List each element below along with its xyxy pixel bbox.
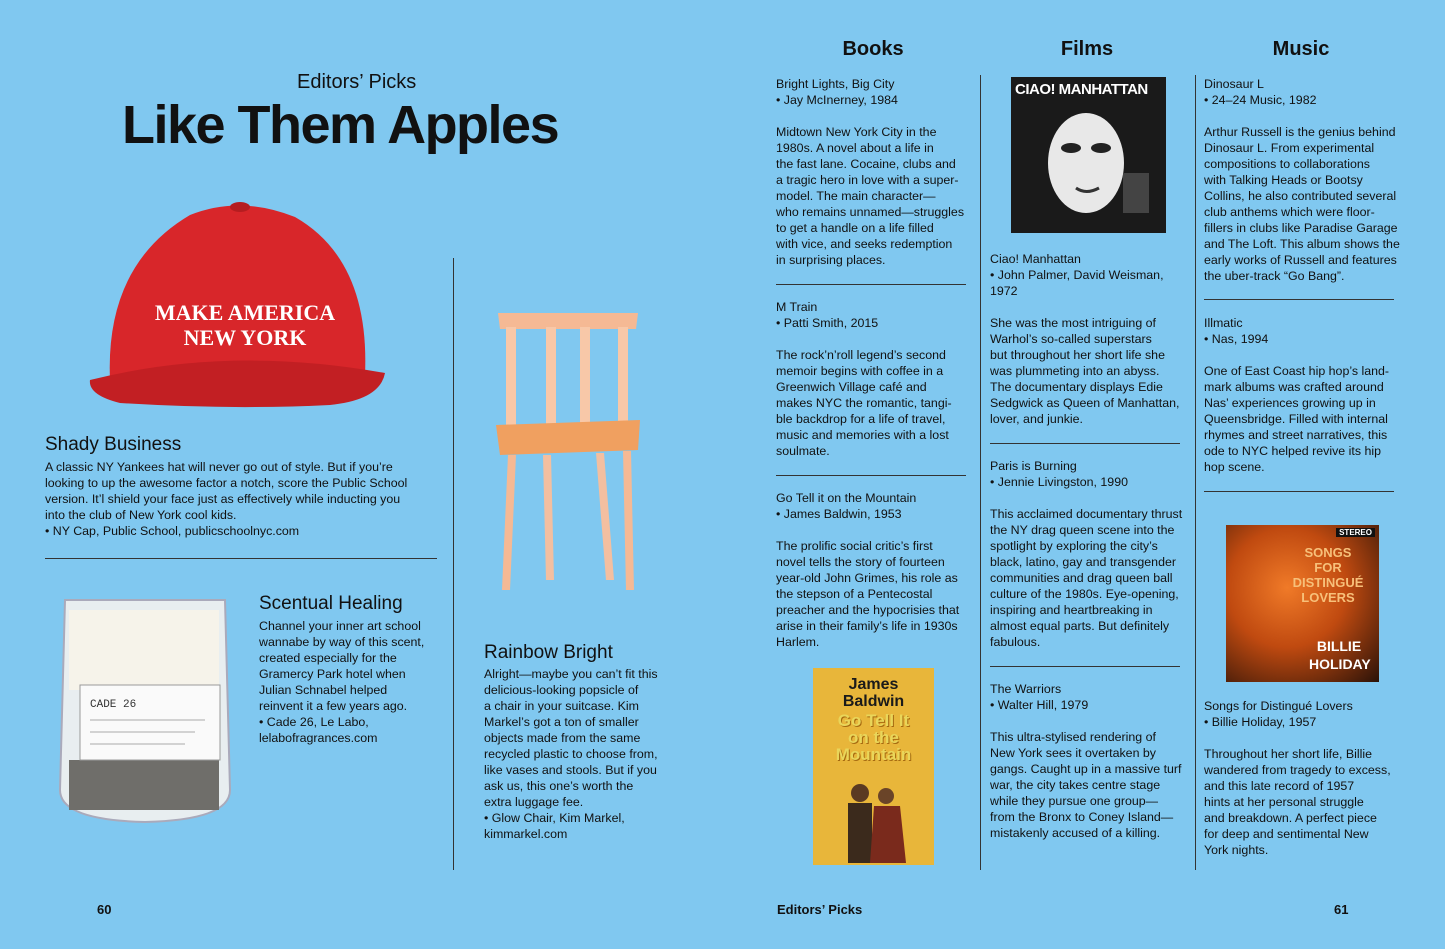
candle-heading: Scentual Healing: [259, 593, 403, 614]
book-body: The rock’n’roll legend’s second memoir begins with coffee in a Greenwich Village café and makes NYC the romantic, tangi- ble backdrop for a life of travel, music and memories with a lost soulmate.: [776, 348, 952, 458]
film-title: Paris is Burning • Jennie Livingston, 1990: [990, 459, 1128, 489]
book-body: Midtown New York City in the 1980s. A novel about a life in the fast lane. Cocaine, clubs and a tragic hero in love with a super- model. The main character— who remains unnamed—struggles to get a handle on a life filled with vice, and seeks redemption in surprising places.: [776, 125, 965, 267]
candle-label-text: CADE 26: [90, 699, 137, 711]
film-body: She was the most intriguing of Warhol’s so-called superstars but throughout her short life she was plummeting into an abyss. The documentary displays Edie Sedgwick as Queen of Manhattan, lover, and junkie.: [990, 316, 1180, 426]
music-body: One of East Coast hip hop’s land- mark albums was crafted around Nas’ experiences growing up in Queensbridge. Filled with internal rhymes and street narratives, this ode to NYC helped revive its hip hop scene.: [1204, 364, 1390, 474]
film-title: Ciao! Manhattan • John Palmer, David Weisman, 1972: [990, 252, 1164, 298]
book-body: The prolific social critic’s first novel tells the story of fourteen year-old John Grimes, his role as the stepson of a Pentecostal preacher and the hypocrisies that arise in their family’s life in 1930s Harlem.: [776, 539, 960, 649]
album-cover-title: SONGS FOR DISTINGUÉ LOVERS: [1292, 545, 1364, 605]
column-divider: [980, 75, 981, 870]
cap-embroidery-line2: NEW YORK: [183, 325, 307, 350]
candle-body: Channel your inner art school wannabe by way of this scent, created especially for the Gramercy Park hotel when Julian Schnabel helped reinvent it a few years ago. • Cade 26, Le Labo, lelabofragrances.com: [259, 619, 425, 745]
book-title: Bright Lights, Big City • Jay McInerney, 1984: [776, 77, 898, 107]
film-body: This acclaimed documentary thrust the NY drag queen scene into the spotlight by exploring the city’s black, latino, gay and transgender communities and drag queen ball culture of the 1980s. Eye-opening, inspiring and heartbreaking in almost equal parts. But definitely fabulous.: [990, 507, 1183, 649]
divider: [1204, 491, 1394, 492]
film-title: The Warriors • Walter Hill, 1979: [990, 682, 1089, 712]
book-cover-image: [813, 668, 934, 865]
book-cover-title: Go Tell It on the Mountain: [835, 711, 912, 764]
divider: [776, 475, 966, 476]
music-title: Songs for Distingué Lovers • Billie Holiday, 1957: [1204, 699, 1353, 729]
page-number-right: 61: [1334, 902, 1349, 917]
music-body: Throughout her short life, Billie wandered from tragedy to excess, and this late record of 1957 hints at her personal struggle and breakdown. A perfect piece for deep and sentimental New York nights.: [1204, 747, 1391, 857]
film-body: This ultra-stylised rendering of New York sees it overtaken by gangs. Caught up in a massive turf war, the city takes centre stage while they pursue one group— from the Bronx to Coney Island— mistakenly accused of a killing.: [990, 730, 1182, 840]
music-body: Arthur Russell is the genius behind Dinosaur L. From experimental compositions to collaborations with Talking Heads or Bootsy Collins, he also contributed several club anthems which were floor- fillers in clubs like Paradise Garage and The Loft. This album shows the early works of Russell and features the uber-track “Go Bang”.: [1204, 125, 1400, 283]
ny-cap-image: [80, 195, 400, 415]
hat-body: A classic NY Yankees hat will never go out of style. But if you’re looking to up the awesome factor a notch, score the Public School version. It’l shield your face just as effectively while inducting you into the club of New York cool kids. • NY Cap, Public School, publicschoolnyc.com: [45, 460, 408, 538]
album-stereo-badge: STEREO: [1336, 528, 1375, 537]
chair-body: Alright—maybe you can’t fit this delicious-looking popsicle of a chair in your suitcase. Kim Markel’s got a ton of smaller objects made from the same recycled plastic to choose from, like vases and stools. But if you ask us, this one’s worth the extra luggage fee. • Glow Chair, Kim Markel, kimmarkel.com: [484, 667, 658, 841]
cap-embroidery-line1: MAKE AMERICA: [154, 300, 336, 325]
book-cover-author: James Baldwin: [842, 676, 905, 710]
film-poster-title: CIAO! MANHATTAN: [1015, 81, 1148, 98]
candle-image: [55, 590, 235, 830]
hat-heading: Shady Business: [45, 434, 182, 455]
book-title: Go Tell it on the Mountain • James Baldwin, 1953: [776, 491, 917, 521]
divider: [776, 284, 966, 285]
section-kicker: Editors’ Picks: [297, 71, 417, 93]
divider: [45, 558, 437, 559]
column-divider: [1195, 75, 1196, 870]
book-title: M Train • Patti Smith, 2015: [776, 300, 879, 330]
album-cover-artist: BILLIE HOLIDAY: [1309, 638, 1371, 672]
music-header: Music: [1272, 38, 1330, 60]
films-header: Films: [1060, 38, 1114, 60]
glow-chair-image: [488, 305, 648, 595]
divider: [990, 443, 1180, 444]
page-title: Like Them Apples: [122, 95, 559, 155]
film-poster-face: [1031, 103, 1151, 231]
chair-heading: Rainbow Bright: [484, 642, 613, 663]
book-cover-figures: [838, 778, 908, 863]
divider: [990, 666, 1180, 667]
page-number-left: 60: [97, 902, 112, 917]
film-poster-image: [1011, 77, 1166, 233]
divider: [1204, 299, 1394, 300]
column-divider: [453, 258, 454, 870]
books-header: Books: [842, 38, 904, 60]
album-cover-image: [1226, 525, 1379, 682]
music-title: Illmatic • Nas, 1994: [1204, 316, 1269, 346]
music-title: Dinosaur L • 24–24 Music, 1982: [1204, 77, 1317, 107]
footer-label: Editors’ Picks: [777, 902, 863, 917]
